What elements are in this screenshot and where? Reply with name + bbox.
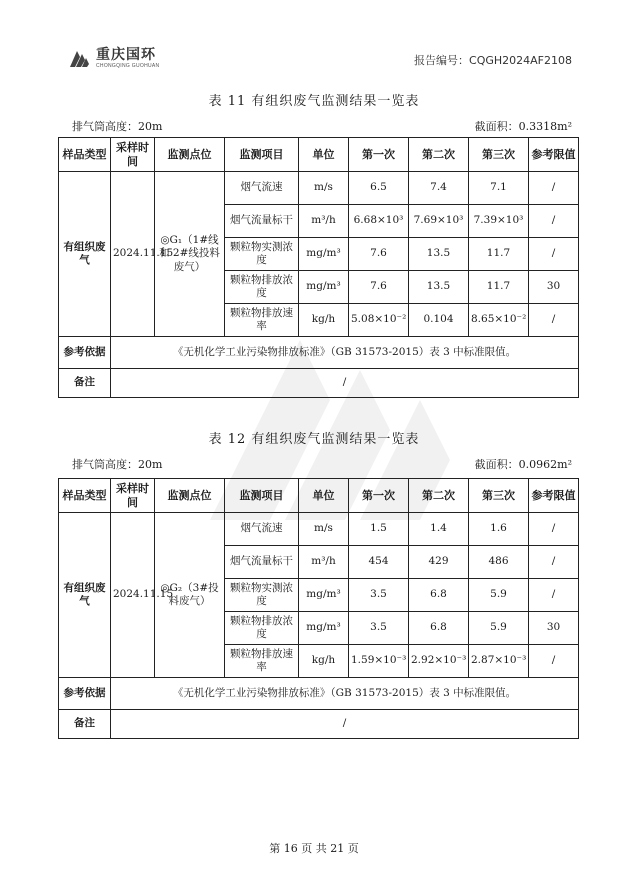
value-cell: 7.1 <box>469 172 529 205</box>
header-unit: 单位 <box>299 138 349 172</box>
sample-type-cell: 有组织废气 <box>59 172 111 337</box>
reference-text: 《无机化学工业污染物排放标准》（GB 31573-2015）表 3 中标准限值。 <box>111 678 579 710</box>
remark-row <box>59 369 579 398</box>
company-logo <box>68 48 159 69</box>
unit-cell: m³/h <box>299 205 349 238</box>
limit-cell: / <box>529 238 579 271</box>
value-cell: 5.9 <box>469 612 529 645</box>
header-sample-time: 采样时间 <box>111 479 155 513</box>
header-unit: 单位 <box>299 479 349 513</box>
value-cell: 7.69×10³ <box>409 205 469 238</box>
value-cell: 2.92×10⁻³ <box>409 645 469 678</box>
header-limit: 参考限值 <box>529 479 579 513</box>
item-cell: 烟气流量标干 <box>225 546 299 579</box>
value-cell: 5.9 <box>469 579 529 612</box>
value-cell: 2.87×10⁻³ <box>469 645 529 678</box>
logo-icon <box>68 49 90 69</box>
unit-cell: m/s <box>299 172 349 205</box>
logo-name-en: CHONGQING GUOHUAN <box>96 63 160 69</box>
point-cell: ◎G₂（3#投料废气） <box>155 513 225 678</box>
value-cell: 1.6 <box>469 513 529 546</box>
value-cell: 11.7 <box>469 271 529 304</box>
unit-cell: mg/m³ <box>299 612 349 645</box>
value-cell: 3.5 <box>349 579 409 612</box>
unit-cell: mg/m³ <box>299 238 349 271</box>
limit-cell: / <box>529 579 579 612</box>
limit-cell: / <box>529 304 579 337</box>
remark-row <box>59 710 579 739</box>
value-cell: 7.6 <box>349 238 409 271</box>
unit-cell: mg/m³ <box>299 271 349 304</box>
limit-cell: / <box>529 645 579 678</box>
unit-cell: m/s <box>299 513 349 546</box>
sample-type-cell: 有组织废气 <box>59 513 111 678</box>
page-number: 第 16 页 共 21 页 <box>269 842 359 855</box>
limit-cell: / <box>529 172 579 205</box>
header-first: 第一次 <box>349 138 409 172</box>
value-cell: 13.5 <box>409 238 469 271</box>
result-table <box>58 478 579 739</box>
limit-cell: 30 <box>529 612 579 645</box>
reference-row <box>59 678 579 710</box>
header-item: 监测项目 <box>225 479 299 513</box>
limit-cell: / <box>529 546 579 579</box>
header-point: 监测点位 <box>155 138 225 172</box>
limit-cell: 30 <box>529 271 579 304</box>
value-cell: 5.08×10⁻² <box>349 304 409 337</box>
unit-cell: kg/h <box>299 304 349 337</box>
item-cell: 烟气流量标干 <box>225 205 299 238</box>
unit-cell: mg/m³ <box>299 579 349 612</box>
reference-text: 《无机化学工业污染物排放标准》（GB 31573-2015）表 3 中标准限值。 <box>111 337 579 369</box>
header-point: 监测点位 <box>155 479 225 513</box>
value-cell: 6.68×10³ <box>349 205 409 238</box>
sample-time-cell: 2024.11.15 <box>111 172 155 337</box>
value-cell: 1.59×10⁻³ <box>349 645 409 678</box>
value-cell: 7.6 <box>349 271 409 304</box>
remark-label: 备注 <box>59 369 111 398</box>
item-cell: 颗粒物排放浓度 <box>225 271 299 304</box>
header-second: 第二次 <box>409 479 469 513</box>
item-cell: 颗粒物排放浓度 <box>225 612 299 645</box>
remark-text: / <box>111 369 579 398</box>
table-header-row <box>59 479 579 513</box>
remark-text: / <box>111 710 579 739</box>
value-cell: 6.5 <box>349 172 409 205</box>
stack-height: 排气筒高度：20m <box>72 458 163 471</box>
point-cell: ◎G₁（1#线和 2#线投料废气） <box>155 172 225 337</box>
logo-name-cn: 重庆国环 <box>96 47 156 63</box>
report-number: 报告编号：CQGH2024AF2108 <box>414 54 572 67</box>
limit-cell: / <box>529 513 579 546</box>
value-cell: 454 <box>349 546 409 579</box>
header-sample-type: 样品类型 <box>59 138 111 172</box>
header-sample-type: 样品类型 <box>59 479 111 513</box>
value-cell: 7.39×10³ <box>469 205 529 238</box>
item-cell: 颗粒物实测浓度 <box>225 238 299 271</box>
table-row <box>59 513 579 546</box>
value-cell: 6.8 <box>409 612 469 645</box>
value-cell: 8.65×10⁻² <box>469 304 529 337</box>
header-item: 监测项目 <box>225 138 299 172</box>
result-table <box>58 137 579 398</box>
value-cell: 1.4 <box>409 513 469 546</box>
unit-cell: kg/h <box>299 645 349 678</box>
table-title: 表 12 有组织废气监测结果一览表 <box>208 432 420 447</box>
header-third: 第三次 <box>469 138 529 172</box>
value-cell: 11.7 <box>469 238 529 271</box>
reference-label: 参考依据 <box>59 678 111 710</box>
item-cell: 烟气流速 <box>225 513 299 546</box>
header-first: 第一次 <box>349 479 409 513</box>
value-cell: 3.5 <box>349 612 409 645</box>
item-cell: 烟气流速 <box>225 172 299 205</box>
header-third: 第三次 <box>469 479 529 513</box>
limit-cell: / <box>529 205 579 238</box>
item-cell: 颗粒物排放速率 <box>225 304 299 337</box>
header-limit: 参考限值 <box>529 138 579 172</box>
section-area: 截面积：0.0962m² <box>474 458 572 471</box>
sample-time-cell: 2024.11.15 <box>111 513 155 678</box>
reference-label: 参考依据 <box>59 337 111 369</box>
unit-cell: m³/h <box>299 546 349 579</box>
item-cell: 颗粒物实测浓度 <box>225 579 299 612</box>
value-cell: 6.8 <box>409 579 469 612</box>
table-row <box>59 172 579 205</box>
value-cell: 1.5 <box>349 513 409 546</box>
table-header-row <box>59 138 579 172</box>
value-cell: 13.5 <box>409 271 469 304</box>
value-cell: 0.104 <box>409 304 469 337</box>
header-second: 第二次 <box>409 138 469 172</box>
value-cell: 7.4 <box>409 172 469 205</box>
item-cell: 颗粒物排放速率 <box>225 645 299 678</box>
section-area: 截面积：0.3318m² <box>474 120 572 133</box>
value-cell: 486 <box>469 546 529 579</box>
value-cell: 429 <box>409 546 469 579</box>
table-title: 表 11 有组织废气监测结果一览表 <box>208 94 420 109</box>
reference-row <box>59 337 579 369</box>
stack-height: 排气筒高度：20m <box>72 120 163 133</box>
header-sample-time: 采样时间 <box>111 138 155 172</box>
remark-label: 备注 <box>59 710 111 739</box>
